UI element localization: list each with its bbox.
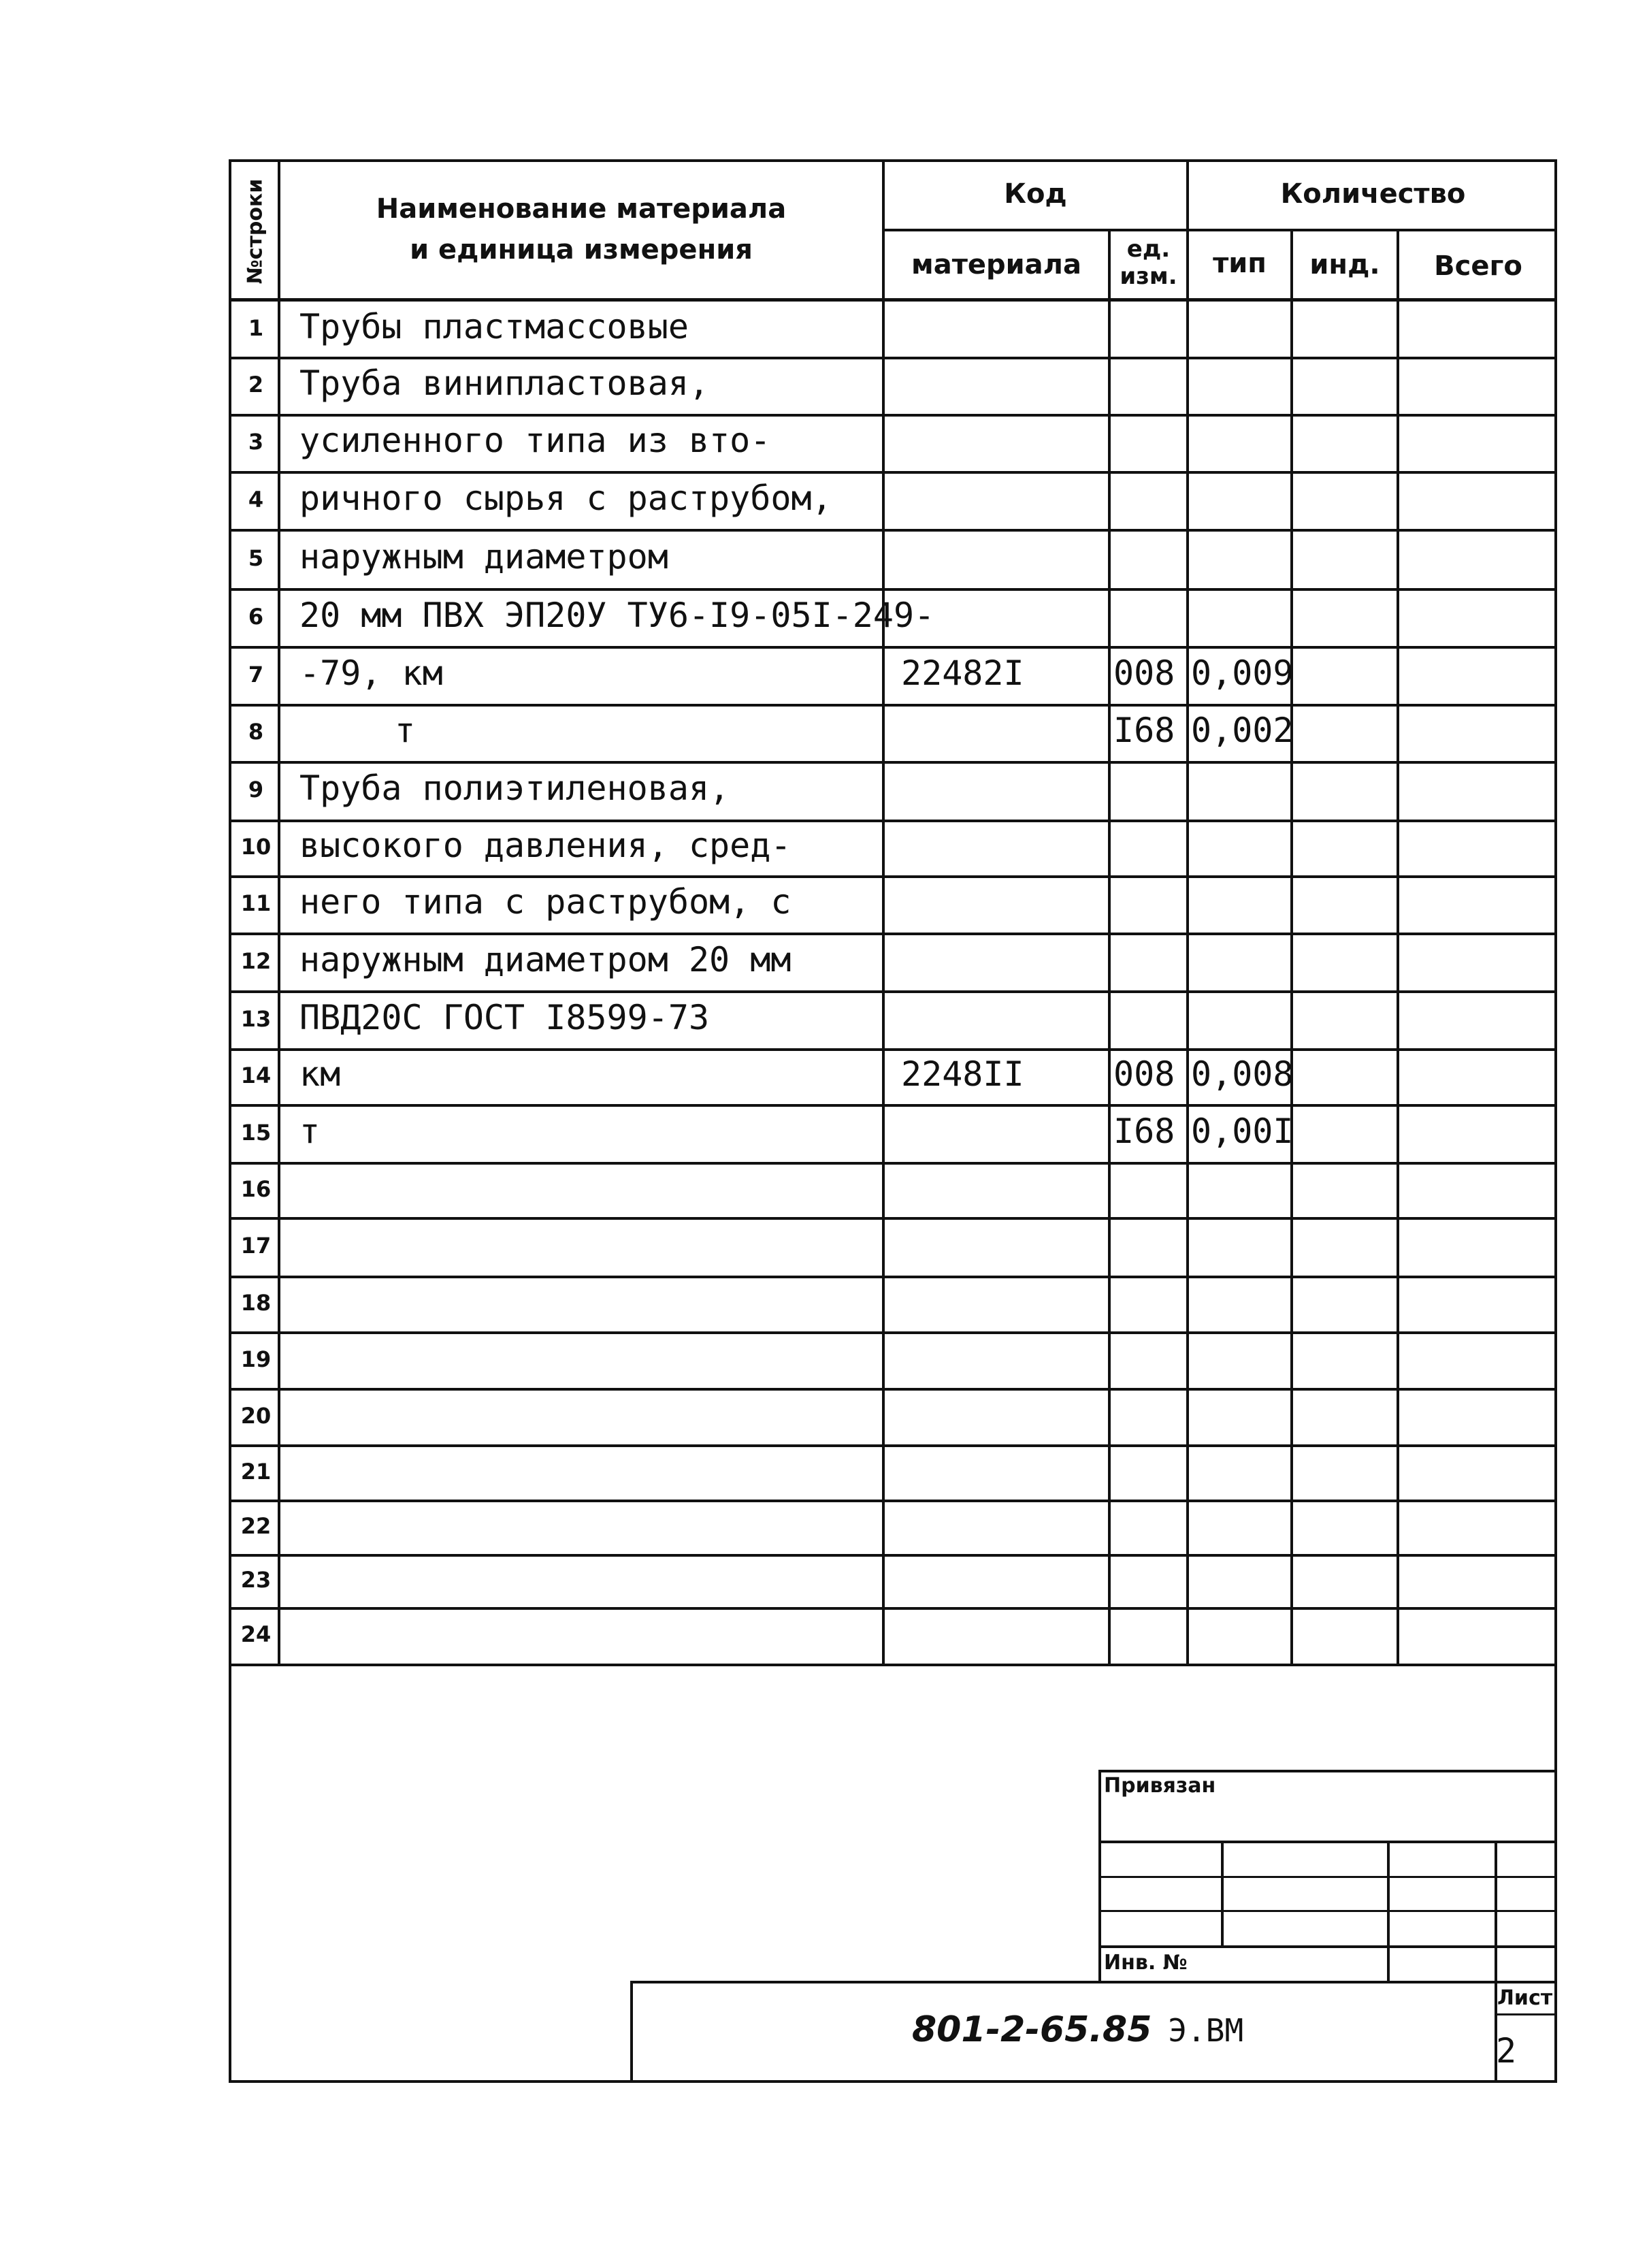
titleblock-left-line	[630, 1981, 633, 2083]
row-number: 20	[240, 1403, 272, 1429]
row-name: ПВД20С ГОСТ I8599-73	[299, 998, 710, 1037]
doc-code-number: 801-2-65.85	[912, 2009, 1152, 2050]
row-number: 6	[248, 604, 264, 630]
row-material-code: 22482I	[901, 653, 1024, 693]
row-material-code: 2248II	[901, 1054, 1024, 1094]
header-bottom-line	[229, 298, 1557, 302]
row-line	[229, 875, 1557, 878]
titleblock-top-line	[630, 1981, 1557, 1983]
row-line	[229, 1331, 1557, 1334]
row-qty-type: 0,008	[1191, 1054, 1294, 1094]
row-qty-type: 0,009	[1191, 653, 1294, 693]
row-line	[229, 1104, 1557, 1107]
row-line	[229, 1554, 1557, 1557]
quantity-header: Количество	[1280, 178, 1466, 210]
row-line	[229, 1162, 1557, 1165]
row-line	[229, 1048, 1557, 1051]
sheet-label-line	[1495, 2013, 1557, 2015]
row-number: 13	[240, 1006, 272, 1032]
row-name: высокого давления, сред-	[299, 826, 791, 865]
row-line	[229, 588, 1557, 591]
row-line	[229, 820, 1557, 822]
row-number: 24	[240, 1621, 272, 1647]
row-number: 11	[240, 890, 272, 916]
inv-no-label: Инв. №	[1104, 1951, 1188, 1975]
code-material-header: материала	[911, 249, 1081, 280]
row-unit-code: 008	[1113, 1054, 1175, 1094]
row-name: км	[299, 1054, 341, 1094]
stamp-top-line	[1098, 1770, 1557, 1772]
row-qty-type: 0,002	[1191, 711, 1294, 750]
sheet-label: Лист	[1497, 1986, 1553, 2010]
stamp-col-line	[1221, 1841, 1224, 1947]
row-line	[229, 1217, 1557, 1220]
row-line	[229, 933, 1557, 935]
stamp-line	[1098, 1841, 1557, 1843]
row-number: 18	[240, 1290, 272, 1316]
qty-type-header: тип	[1213, 248, 1267, 279]
stamp-col-line	[1387, 1841, 1390, 1982]
row-unit-code: I68	[1113, 711, 1175, 750]
row-line	[229, 646, 1557, 649]
row-line	[229, 1444, 1557, 1447]
row-number: 19	[240, 1346, 272, 1372]
row-number: 17	[240, 1233, 272, 1259]
row-name: 20 мм ПВХ ЭП20У ТУ6-I9-05I-249-	[299, 596, 935, 635]
row-unit-code: 008	[1113, 653, 1175, 693]
code-header: Код	[1004, 178, 1067, 210]
row-name: ричного сырья с раструбом,	[299, 479, 832, 518]
row-number: 23	[240, 1567, 272, 1593]
stamp-line	[1098, 1876, 1557, 1878]
row-number: 21	[240, 1459, 272, 1485]
row-number: 10	[240, 834, 272, 860]
row-line	[229, 1388, 1557, 1391]
row-number: 9	[248, 777, 264, 803]
row-number: 1	[248, 315, 264, 341]
row-number: 7	[248, 662, 264, 687]
row-name: Трубы пластмассовые	[299, 307, 689, 346]
row-name: усиленного типа из вто-	[299, 421, 771, 460]
sheet-number: 2	[1496, 2031, 1517, 2071]
row-line	[229, 704, 1557, 707]
row-number: 5	[248, 545, 264, 571]
row-number: 4	[248, 487, 264, 513]
row-line	[229, 471, 1557, 474]
row-name: него типа с раструбом, с	[299, 882, 791, 922]
row-name: Труба полиэтиленовая,	[299, 768, 730, 808]
document-code	[912, 2009, 1243, 2050]
name-header-line2: и единица измерения	[410, 234, 753, 265]
row-line	[229, 414, 1557, 417]
privyazan-label: Привязан	[1104, 1774, 1216, 1798]
row-number: 2	[248, 372, 264, 398]
name-header-line1: Наименование материала	[376, 193, 787, 225]
qty-ind-header: инд.	[1309, 249, 1380, 280]
row-unit-code: I68	[1113, 1112, 1175, 1151]
row-number: 14	[240, 1063, 272, 1088]
row-number: 22	[240, 1513, 272, 1539]
col-line	[882, 159, 885, 1665]
stamp-line	[1098, 1910, 1557, 1912]
row-name: наружным диаметром	[299, 537, 668, 577]
row-name: -79, км	[299, 653, 443, 693]
col-line	[1186, 159, 1189, 1665]
code-unit-header-2: изм.	[1120, 263, 1177, 290]
stamp-line	[1098, 1945, 1557, 1948]
row-number-header: №строки	[243, 178, 267, 285]
col-line	[1397, 230, 1399, 1665]
row-number: 12	[240, 948, 272, 974]
row-name: наружным диаметром 20 мм	[299, 940, 791, 979]
row-name: Труба винипластовая,	[299, 363, 710, 403]
qty-total-header: Всего	[1434, 250, 1522, 282]
row-line	[229, 529, 1557, 532]
doc-code-suffix: Э.ВМ	[1168, 2012, 1244, 2049]
row-number: 3	[248, 429, 264, 455]
code-unit-header-1: ед.	[1126, 236, 1171, 263]
row-number: 8	[248, 719, 264, 745]
row-number: 16	[240, 1176, 272, 1202]
header-subline	[882, 229, 1557, 231]
col-line	[1108, 230, 1111, 1665]
col-line	[1290, 230, 1293, 1665]
row-name: т	[299, 1112, 321, 1151]
table-bottom-line	[229, 1664, 1557, 1666]
row-line	[229, 357, 1557, 359]
row-line	[229, 1607, 1557, 1610]
row-name: т	[395, 711, 416, 750]
row-line	[229, 761, 1557, 764]
row-line	[229, 990, 1557, 993]
row-number: 15	[240, 1120, 272, 1146]
row-line	[229, 1276, 1557, 1278]
row-qty-type: 0,00I	[1191, 1112, 1294, 1151]
row-line	[229, 1500, 1557, 1502]
